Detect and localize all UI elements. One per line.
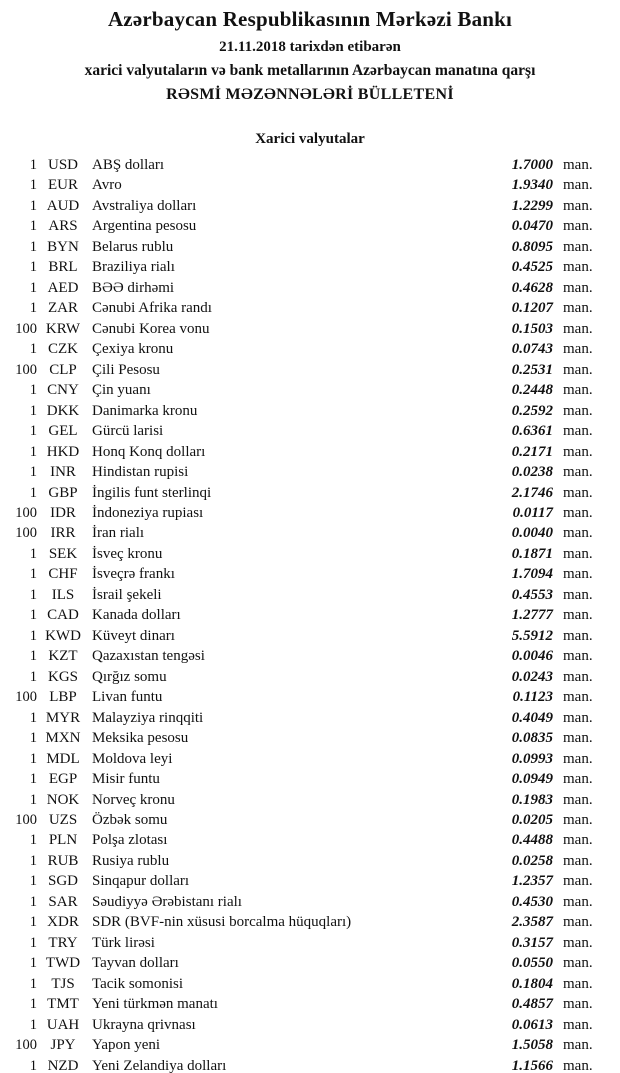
table-row [0,1035,605,1055]
currency-name: Çin yuanı [92,382,151,399]
quantity: 1 [29,791,37,808]
currency-code: DKK [46,402,80,419]
currency-code: SEK [48,545,78,562]
effective-date-line: 21.11.2018 tarixdən etibarən [219,39,401,55]
table-row [0,462,605,482]
currency-name: İsrail şekeli [92,586,162,603]
unit-label: man. [563,852,593,869]
quantity: 1 [29,1016,37,1033]
unit-label: man. [563,259,593,276]
rate-value: 0.1983 [511,791,553,808]
quantity: 100 [15,504,37,521]
quantity: 1 [29,382,37,399]
section-title-foreign-currencies: Xarici valyutalar [255,131,365,147]
unit-label: man. [563,1037,593,1054]
rate-value: 0.4049 [511,709,553,726]
rate-value: 0.2592 [511,402,553,419]
currency-code: ZAR [48,300,78,317]
currency-code: XDR [47,914,79,931]
quantity: 1 [29,586,37,603]
currency-code: UZS [48,812,78,828]
unit-label: man. [563,771,593,788]
table-row [0,257,605,277]
table-row [0,175,605,195]
table-row [0,237,605,257]
table-row [0,319,605,339]
quantity: 1 [29,218,37,235]
unit-label: man. [563,914,593,931]
bulletin-title: RƏSMİ MƏZƏNNƏLƏRİ BÜLLETENİ [166,86,454,103]
table-row [0,851,605,871]
currency-name: Ukrayna qrivnası [92,1016,196,1033]
quantity: 1 [29,852,37,869]
rate-value: 0.4488 [511,832,553,849]
rate-value: 0.3157 [511,934,553,951]
rate-value: 0.0743 [511,341,553,358]
currency-name: Avro [92,177,122,194]
table-row [0,585,605,605]
unit-label: man. [563,423,593,440]
table-row [0,871,605,891]
table-row [0,339,605,359]
table-row [0,830,605,850]
quantity: 1 [29,259,37,276]
unit-label: man. [563,443,593,460]
quantity: 1 [29,893,37,910]
table-row [0,544,605,564]
currency-name: Livan funtu [92,689,163,706]
currency-code: TJS [51,975,75,992]
table-row [0,953,605,973]
unit-label: man. [563,627,593,644]
quantity: 1 [29,934,37,951]
unit-label: man. [563,832,593,849]
unit-label: man. [563,218,593,235]
currency-name: Belarus rublu [92,238,174,255]
currency-code: PLN [48,832,78,849]
rate-value: 0.6361 [511,423,553,440]
unit-label: man. [563,545,593,562]
currency-name: SDR (BVF-nin xüsusi borcalma hüquqları) [92,914,352,931]
currency-name: BƏƏ dirhəmi [92,279,175,296]
quantity: 1 [29,197,37,214]
rate-value: 0.1123 [512,689,553,706]
table-row [0,790,605,810]
table-row [0,749,605,769]
quantity: 1 [29,157,37,173]
rate-value: 0.0550 [511,955,553,972]
currency-code: HKD [46,443,80,460]
unit-label: man. [563,812,593,828]
quantity: 1 [29,668,37,685]
currency-name: Moldova leyi [92,750,173,767]
unit-label: man. [563,341,593,358]
quantity: 1 [29,423,37,440]
table-row [0,442,605,462]
rate-value: 0.1503 [511,320,553,337]
currency-name: Hindistan rupisi [92,464,189,481]
bank-title: Azərbaycan Respublikasının Mərkəzi Bankı [107,7,513,31]
currency-name: Yapon yeni [92,1037,161,1054]
rate-value: 1.1566 [511,1057,553,1073]
currency-name: Meksika pesosu [92,730,189,747]
table-row [0,892,605,912]
currency-code: ILS [51,586,75,603]
table-row [0,380,605,400]
rate-value: 0.4530 [511,893,553,910]
currency-code: KWD [45,627,81,644]
unit-label: man. [563,279,593,296]
quantity: 100 [15,689,37,706]
unit-label: man. [563,464,593,481]
rate-value: 0.0040 [511,525,553,542]
quantity: 1 [29,177,37,194]
quantity: 1 [29,750,37,767]
rate-value: 0.2171 [511,443,553,460]
currency-code: ARS [48,218,78,235]
currency-name: Cənubi Afrika randı [92,300,212,317]
rate-value: 1.2299 [511,197,553,214]
unit-label: man. [563,361,593,378]
currency-code: KRW [45,320,81,337]
currency-name: Gürcü larisi [92,423,164,440]
quantity: 1 [29,402,37,419]
rate-value: 0.0949 [511,771,553,788]
currency-name: Çexiya kronu [92,341,174,358]
currency-name: Özbək somu [92,812,168,828]
table-row [0,1015,605,1035]
unit-label: man. [563,607,593,624]
currency-code: MYR [45,709,81,726]
unit-label: man. [563,873,593,890]
currency-code: BYN [47,238,79,255]
currency-code: SAR [48,893,78,910]
currency-code: TRY [48,934,78,951]
quantity: 100 [15,1037,37,1054]
currency-code: SGD [47,873,78,890]
unit-label: man. [563,955,593,972]
rate-value: 0.4525 [511,259,553,276]
unit-label: man. [563,586,593,603]
table-row [0,933,605,953]
table-row [0,912,605,932]
quantity: 1 [29,771,37,788]
currency-code: TWD [45,955,81,972]
currency-name: Yeni türkmən manatı [92,996,218,1013]
rate-value: 1.9340 [511,177,553,194]
table-row [0,483,605,503]
currency-name: Küveyt dinarı [92,627,175,644]
rate-value: 0.0613 [511,1016,553,1033]
rate-value: 0.1871 [511,545,553,562]
quantity: 1 [29,1057,37,1073]
quantity: 1 [29,832,37,849]
quantity: 1 [29,238,37,255]
currency-code: EGP [48,771,78,788]
rates-table [0,155,620,1073]
rate-value: 0.2531 [511,361,553,378]
rate-value: 0.4628 [511,279,553,296]
currency-name: Tayvan dolları [92,955,179,972]
currency-code: MXN [45,730,81,747]
unit-label: man. [563,402,593,419]
currency-name: İngilis funt sterlinqi [92,484,212,501]
currency-name: Rusiya rublu [92,852,170,869]
currency-code: JPY [50,1037,76,1054]
rate-value: 0.1207 [511,300,553,317]
unit-label: man. [563,709,593,726]
rate-value: 0.0046 [511,648,553,665]
table-row [0,974,605,994]
rate-value: 1.7000 [511,157,553,173]
table-row [0,401,605,421]
currency-name: Kanada dolları [92,607,181,624]
rate-value: 1.5058 [511,1037,553,1054]
unit-label: man. [563,648,593,665]
currency-code: CZK [48,341,78,358]
currency-name: Türk lirəsi [92,934,155,951]
quantity: 1 [29,914,37,931]
currency-name: Misir funtu [92,771,160,788]
rate-value: 2.1746 [511,484,553,501]
currency-code: CAD [47,607,79,624]
quantity: 1 [29,955,37,972]
currency-name: ABŞ dolları [92,157,165,173]
unit-label: man. [563,1016,593,1033]
quantity: 1 [29,730,37,747]
document-subtitle: xarici valyutaların və bank metallarının Azərbaycan manatına qarşı [84,62,536,79]
unit-label: man. [563,975,593,992]
table-row [0,298,605,318]
quantity: 1 [29,484,37,501]
quantity: 1 [29,464,37,481]
table-row [0,216,605,236]
rate-value: 0.0117 [512,504,553,521]
table-row [0,278,605,298]
table-row [0,646,605,666]
currency-name: Qırğız somu [92,668,167,685]
quantity: 1 [29,648,37,665]
unit-label: man. [563,730,593,747]
currency-name: Avstraliya dolları [92,197,197,214]
currency-code: CLP [49,361,77,378]
quantity: 1 [29,607,37,624]
table-row [0,667,605,687]
unit-label: man. [563,484,593,501]
quantity: 1 [29,873,37,890]
currency-code: EUR [48,177,78,194]
rate-value: 0.2448 [511,382,553,399]
currency-name: Polşa zlotası [92,832,168,849]
rate-value: 0.4857 [511,996,553,1013]
currency-code: IDR [50,504,76,521]
table-row [0,605,605,625]
currency-code: GEL [48,423,78,440]
unit-label: man. [563,300,593,317]
rate-value: 0.0993 [511,750,553,767]
currency-code: AED [47,279,79,296]
document-header [0,0,620,104]
rate-value: 0.0243 [511,668,553,685]
currency-code: INR [50,464,76,481]
quantity: 1 [29,443,37,460]
unit-label: man. [563,525,593,542]
unit-label: man. [563,197,593,214]
currency-name: Braziliya rialı [92,259,175,276]
table-row [0,196,605,216]
currency-code: AUD [46,197,80,214]
table-row [0,1056,605,1073]
unit-label: man. [563,893,593,910]
currency-code: MDL [46,750,80,767]
rate-value: 0.8095 [511,238,553,255]
currency-name: Malayziya rinqqiti [92,709,204,726]
currency-code: RUB [47,852,79,869]
currency-code: USD [47,157,78,173]
table-row [0,155,605,175]
unit-label: man. [563,791,593,808]
table-row [0,994,605,1014]
table-row [0,626,605,646]
quantity: 100 [15,361,37,378]
currency-code: KZT [48,648,78,665]
quantity: 1 [29,279,37,296]
rate-value: 5.5912 [511,627,553,644]
quantity: 1 [29,709,37,726]
unit-label: man. [563,238,593,255]
rate-value: 0.0205 [511,812,553,828]
currency-code: NZD [47,1057,79,1073]
currency-code: TMT [47,996,79,1013]
currency-code: NOK [46,791,80,808]
rate-value: 2.3587 [511,914,553,931]
rate-value: 0.0835 [511,730,553,747]
currency-code: CHF [48,566,78,583]
rate-value: 0.0258 [511,852,553,869]
quantity: 100 [15,812,37,828]
table-row [0,503,605,523]
quantity: 1 [29,566,37,583]
unit-label: man. [563,504,593,521]
currency-name: Yeni Zelandiya dolları [92,1057,227,1073]
unit-label: man. [563,566,593,583]
table-row [0,421,605,441]
quantity: 1 [29,341,37,358]
rate-value: 0.4553 [511,586,553,603]
rate-value: 0.1804 [511,975,553,992]
unit-label: man. [563,1057,593,1073]
currency-code: GBP [48,484,78,501]
currency-code: KGS [47,668,78,685]
unit-label: man. [563,157,593,173]
unit-label: man. [563,689,593,706]
rate-value: 0.0470 [511,218,553,235]
rate-value: 1.7094 [511,566,553,583]
quantity: 100 [15,525,37,542]
unit-label: man. [563,934,593,951]
currency-name: Sinqapur dolları [92,873,190,890]
quantity: 100 [15,320,37,337]
currency-name: Cənubi Korea vonu [92,320,210,337]
quantity: 1 [29,545,37,562]
currency-code: BRL [48,259,78,276]
unit-label: man. [563,177,593,194]
currency-name: Honq Konq dolları [92,443,206,460]
table-row [0,360,605,380]
quantity: 1 [29,996,37,1013]
rate-value: 1.2777 [511,607,553,624]
currency-name: İsveçrə frankı [92,566,175,583]
table-row [0,687,605,707]
currency-code: UAH [46,1016,80,1033]
quantity: 1 [29,627,37,644]
currency-name: İran rialı [92,525,145,542]
table-row [0,564,605,584]
currency-name: İsveç kronu [92,545,163,562]
unit-label: man. [563,320,593,337]
unit-label: man. [563,382,593,399]
table-row [0,708,605,728]
table-row [0,769,605,789]
unit-label: man. [563,996,593,1013]
unit-label: man. [563,668,593,685]
table-row [0,728,605,748]
currency-code: CNY [47,382,79,399]
currency-name: Qazaxıstan tengəsi [92,648,205,665]
rate-value: 1.2357 [511,873,553,890]
currency-name: Çili Pesosu [92,361,160,378]
currency-name: Tacik somonisi [92,975,184,992]
currency-name: Norveç kronu [92,791,175,808]
currency-name: İndoneziya rupiası [92,504,204,521]
table-row [0,523,605,543]
quantity: 1 [29,300,37,317]
table-row [0,810,605,830]
currency-code: LBP [49,689,77,706]
rate-value: 0.0238 [511,464,553,481]
currency-code: IRR [50,525,76,542]
unit-label: man. [563,750,593,767]
quantity: 1 [29,975,37,992]
currency-name: Danimarka kronu [92,402,198,419]
currency-name: Argentina pesosu [92,218,197,235]
currency-name: Səudiyyə Ərəbistanı rialı [92,893,242,910]
